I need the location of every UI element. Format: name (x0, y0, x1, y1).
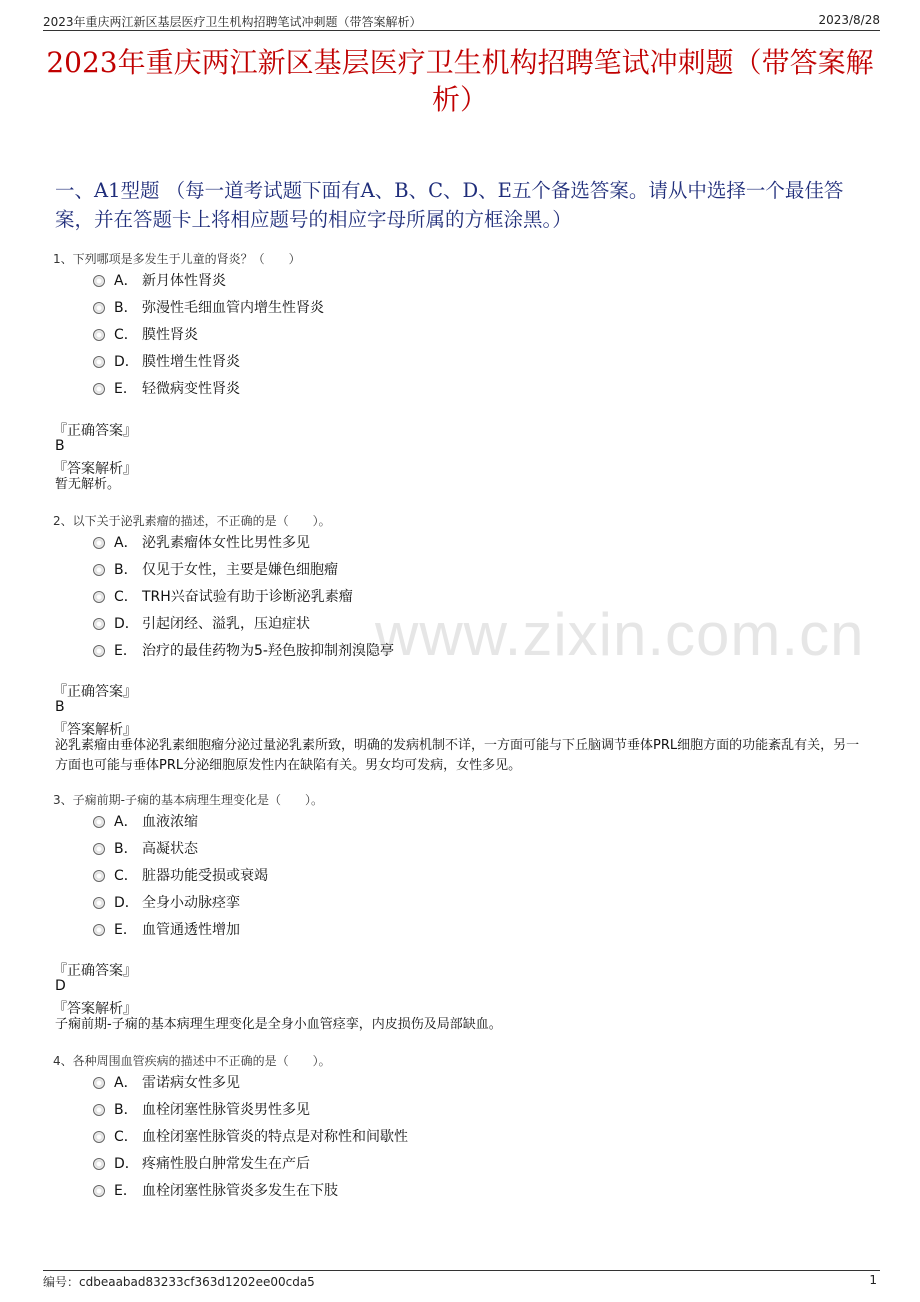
analysis-label: 『答案解析』 (53, 1001, 137, 1017)
page-number: 1 (869, 1273, 877, 1287)
section-heading: 一、A1型题 （每一道考试题下面有A、B、C、D、E五个备选答案。请从中选择一个最佳答案，并在答题卡上将相应题号的相应字母所属的方框涂黑。） (55, 179, 844, 231)
page-header (43, 10, 880, 31)
radio-icon[interactable] (93, 329, 105, 341)
radio-icon[interactable] (93, 537, 105, 549)
analysis-label: 『答案解析』 (53, 461, 137, 477)
question-stem: 2、以下关于泌乳素瘤的描述，不正确的是（ ）。 (53, 514, 331, 528)
radio-icon[interactable] (93, 1158, 105, 1170)
radio-icon[interactable] (93, 383, 105, 395)
radio-icon[interactable] (93, 564, 105, 576)
question-stem: 3、子痫前期-子痫的基本病理生理变化是（ ）。 (53, 793, 323, 807)
radio-icon[interactable] (93, 645, 105, 657)
radio-icon[interactable] (93, 356, 105, 368)
footer-divider (43, 1270, 880, 1271)
correct-answer-label: 『正确答案』 (53, 423, 137, 439)
radio-icon[interactable] (93, 1077, 105, 1089)
radio-icon[interactable] (93, 870, 105, 882)
watermark: www.zixin.com.cn (375, 601, 865, 668)
analysis-label: 『答案解析』 (53, 722, 137, 738)
correct-answer: D (55, 978, 66, 994)
correct-answer: B (55, 699, 65, 715)
analysis-text: 泌乳素瘤由垂体泌乳素细胞瘤分泌过量泌乳素所致，明确的发病机制不详，一方面可能与下丘脑调节垂体PRL细胞方面的功能紊乱有关，另一方面也可能与垂体PRL分泌细胞原发性内在缺陷有关。男女均可发病，女性多见。 (55, 738, 860, 773)
radio-icon[interactable] (93, 1185, 105, 1197)
radio-icon[interactable] (93, 302, 105, 314)
radio-icon[interactable] (93, 1104, 105, 1116)
radio-icon[interactable] (93, 897, 105, 909)
question-stem: 4、各种周围血管疾病的描述中不正确的是（ ）。 (53, 1054, 331, 1068)
radio-icon[interactable] (93, 591, 105, 603)
correct-answer-label: 『正确答案』 (53, 963, 137, 979)
radio-icon[interactable] (93, 1131, 105, 1143)
correct-answer-label: 『正确答案』 (53, 684, 137, 700)
document-title: 2023年重庆两江新区基层医疗卫生机构招聘笔试冲刺题（带答案解析） (46, 46, 874, 116)
radio-icon[interactable] (93, 618, 105, 630)
radio-icon[interactable] (93, 816, 105, 828)
analysis-text: 子痫前期-子痫的基本病理生理变化是全身小血管痉挛，内皮损伤及局部缺血。 (55, 1017, 502, 1032)
document-id: 编号：cdbeaabad83233cf363d1202ee00cda5 (43, 1275, 315, 1289)
analysis-text: 暂无解析。 (55, 477, 121, 492)
header-date: 2023/8/28 (818, 13, 880, 27)
header-doc-title: 2023年重庆两江新区基层医疗卫生机构招聘笔试冲刺题（带答案解析） (43, 15, 422, 29)
correct-answer: B (55, 438, 65, 454)
question-stem: 1、下列哪项是多发生于儿童的肾炎？（ ） (53, 252, 301, 266)
radio-icon[interactable] (93, 843, 105, 855)
radio-icon[interactable] (93, 275, 105, 287)
radio-icon[interactable] (93, 924, 105, 936)
